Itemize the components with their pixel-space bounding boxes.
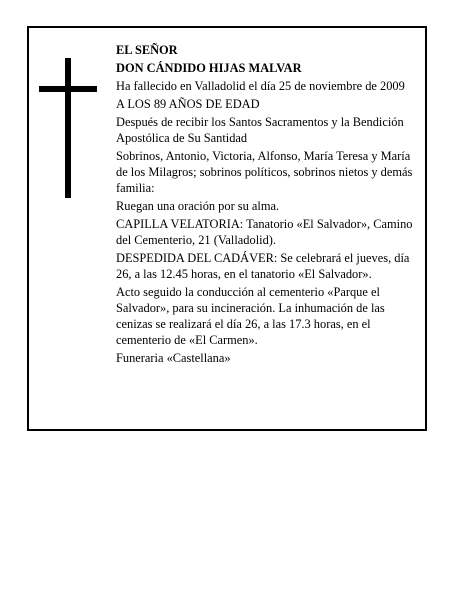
chapel-info: CAPILLA VELATORIA: Tanatorio «El Salvador», Camino del Cementerio, 21 (Valladolid). [116,217,413,247]
obituary-notice [27,26,427,431]
sacraments-statement: Después de recibir los Santos Sacramentos y la Bendición Apostólica de Su Santidad [116,115,404,145]
death-statement: Ha fallecido en Valladolid el día 25 de noviembre de 2009 [116,79,405,93]
prayer-request: Ruegan una oración por su alma. [116,199,280,213]
family-statement: Sobrinos, Antonio, Victoria, Alfonso, María Teresa y María de los Milagros; sobrinos políticos, sobrinos nietos y demás familia: [116,149,413,195]
farewell-info: DESPEDIDA DEL CADÁVER: Se celebrará el jueves, día 26, a las 12.45 horas, en el tanatorio «El Salvador». [116,251,410,281]
notice-text [116,42,418,368]
cross-icon [39,58,99,198]
age-statement: A LOS 89 AÑOS DE EDAD [116,97,260,111]
cross-vertical-bar [65,58,71,198]
burial-info: Acto seguido la conducción al cementerio «Parque el Salvador», para su incineración. La inhumación de las cenizas se realizará el día 26, a las 17.3 horas, en el cementerio de «El Carmen». [116,285,385,347]
deceased-name: DON CÁNDIDO HIJAS MALVAR [116,61,302,75]
cross-horizontal-bar [39,86,97,92]
funeral-home: Funeraria «Castellana» [116,351,231,365]
notice-title: EL SEÑOR [116,43,178,57]
